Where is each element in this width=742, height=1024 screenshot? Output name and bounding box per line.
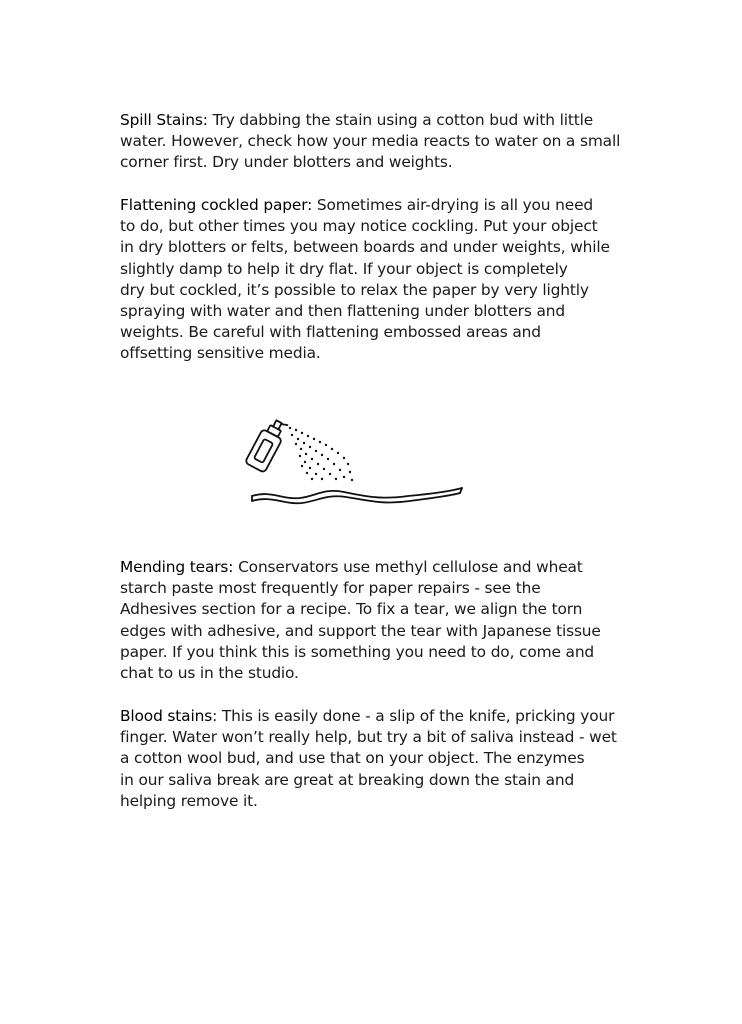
paragraph-line: [120, 195, 640, 216]
paragraph-line: in dry blotters or felts, between boards and under weights, while: [120, 238, 610, 257]
paragraph-line: to do, but other times you may notice cockling. Put your object: [120, 217, 598, 236]
paragraph-line: dry but cockled, it’s possible to relax the paper by very lightly: [120, 280, 589, 299]
spill-stains-heading: Spill Stains:: [120, 111, 208, 129]
paragraph-line: Adhesives section for a recipe. To fix a tear, we align the torn: [120, 600, 583, 619]
spray-bottle-icon: [240, 408, 472, 516]
paragraph-line: [120, 706, 640, 727]
paragraph-line: edges with adhesive, and support the tear with Japanese tissue: [120, 621, 601, 640]
paragraph-line: corner first. Dry under blotters and weights.: [120, 153, 453, 172]
paragraph-text: : This is easily done - a slip of the knife, pricking your: [212, 707, 615, 725]
paragraph-line: [120, 110, 640, 131]
blood-stains-heading: Blood stains: [120, 707, 213, 725]
paragraph-text: Conservators use methyl cellulose and wheat: [233, 558, 583, 576]
paragraph-text: Try dabbing the stain using a cotton bud with little: [207, 111, 594, 129]
paragraph-line: offsetting sensitive media.: [120, 344, 321, 363]
blood-stains-paragraph: [120, 706, 640, 812]
paragraph-line: water. However, check how your media reacts to water on a small: [120, 132, 621, 151]
paragraph-text: Sometimes air-drying is all you need: [312, 196, 594, 214]
mending-tears-heading: Mending tears:: [120, 558, 234, 576]
paragraph-line: [120, 557, 640, 578]
paragraph-line: finger. Water won’t really help, but try a bit of saliva instead - wet: [120, 728, 617, 747]
paragraph-line: slightly damp to help it dry flat. If your object is completely: [120, 259, 568, 278]
flattening-heading: Flattening cockled paper:: [120, 196, 313, 214]
spill-stains-paragraph: [120, 110, 640, 174]
paragraph-line: chat to us in the studio.: [120, 664, 299, 683]
mending-tears-paragraph: [120, 557, 640, 684]
paragraph-line: in our saliva break are great at breaking down the stain and: [120, 770, 575, 789]
flattening-paragraph: [120, 195, 640, 365]
paragraph-line: spraying with water and then flattening under blotters and: [120, 302, 565, 321]
paragraph-line: starch paste most frequently for paper repairs - see the: [120, 579, 541, 598]
paragraph-line: helping remove it.: [120, 791, 258, 810]
paragraph-line: a cotton wool bud, and use that on your object. The enzymes: [120, 749, 585, 768]
paragraph-line: paper. If you think this is something you need to do, come and: [120, 642, 595, 661]
paragraph-line: weights. Be careful with flattening embossed areas and: [120, 323, 541, 342]
